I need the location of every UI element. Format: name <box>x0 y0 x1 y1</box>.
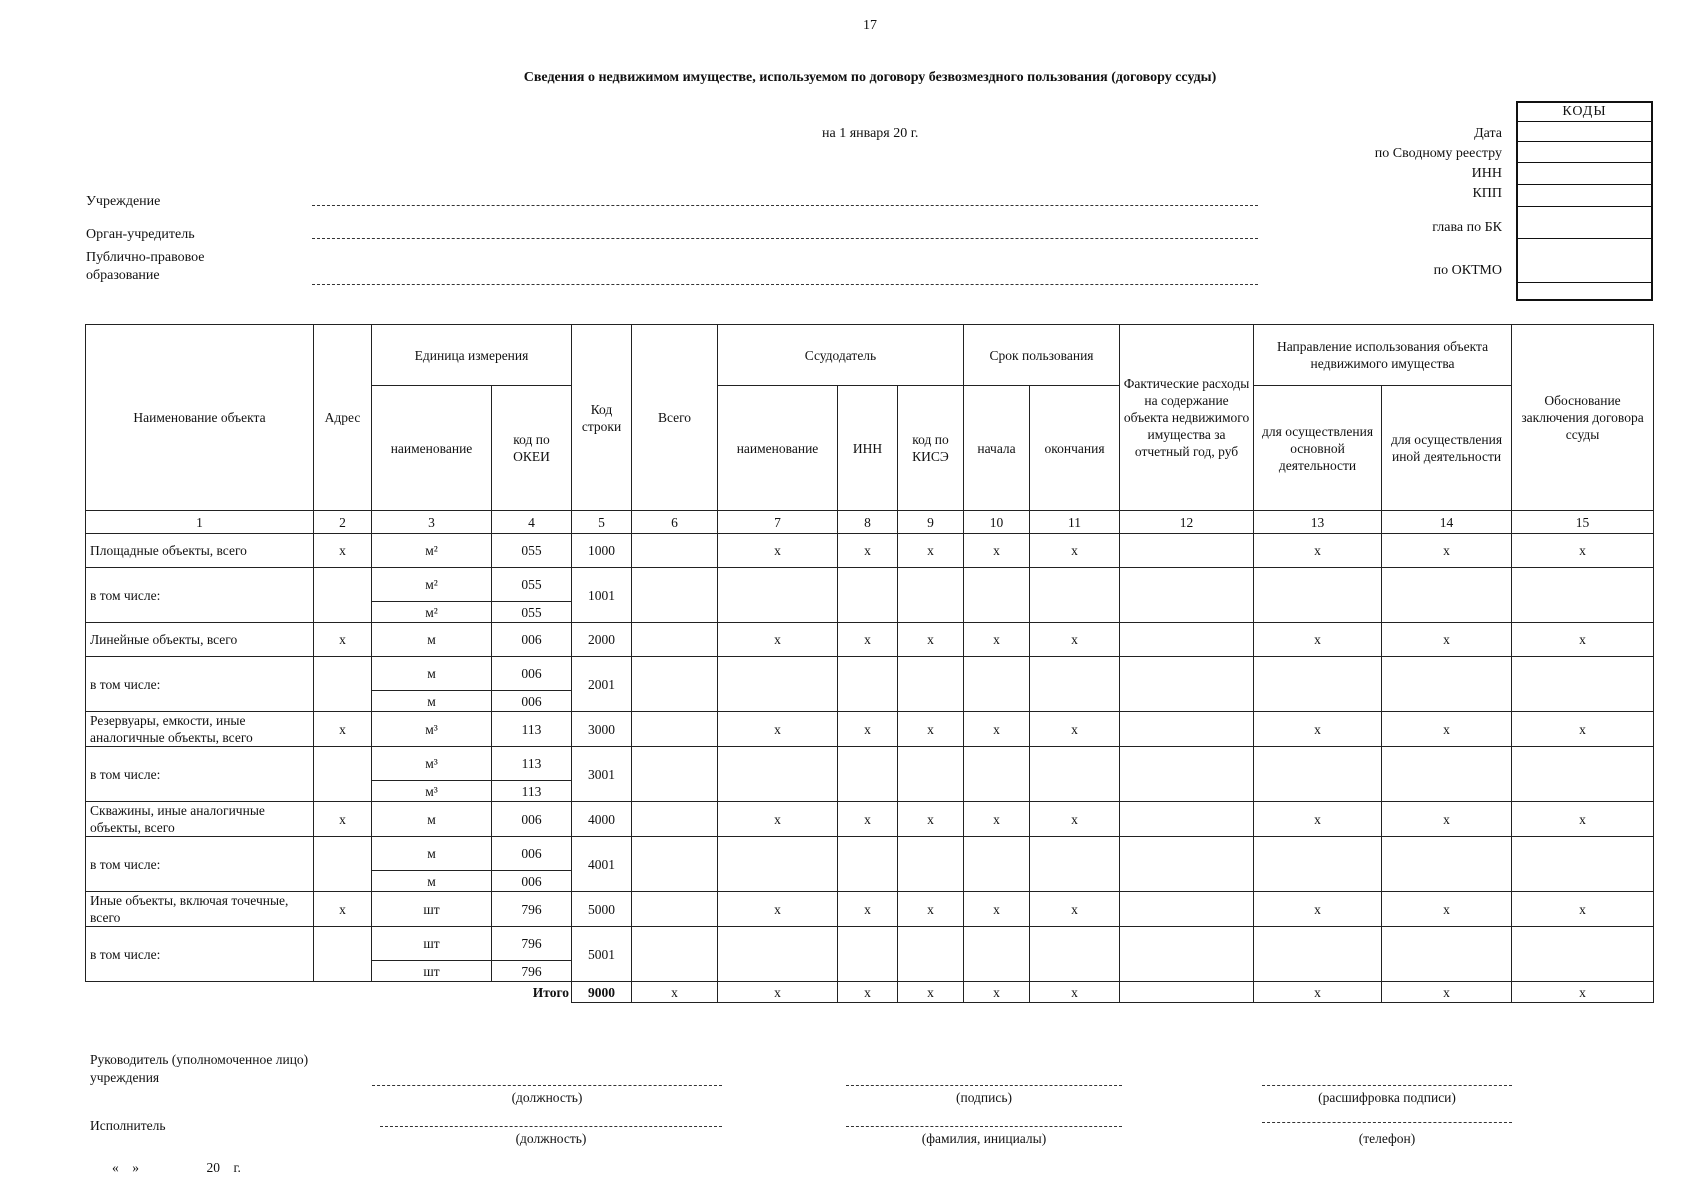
x-mark: x <box>1254 802 1382 837</box>
x-mark: x <box>1382 623 1512 657</box>
header-address: Адрес <box>314 325 372 511</box>
caption-signature: (подпись) <box>955 1090 1013 1105</box>
x-mark: x <box>1382 802 1512 837</box>
address-cell[interactable] <box>314 837 372 892</box>
unit-cell: шт <box>372 927 492 961</box>
x-mark: x <box>898 802 964 837</box>
x-mark: x <box>1030 802 1120 837</box>
caption-phone: (телефон) <box>1358 1131 1416 1146</box>
label-bk: глава по БК <box>1432 220 1502 235</box>
caption-position: (должность) <box>511 1090 583 1105</box>
unit-cell: м <box>372 802 492 837</box>
data-cell[interactable] <box>1030 927 1120 982</box>
address-cell: x <box>314 712 372 747</box>
address-cell: x <box>314 892 372 927</box>
x-mark: x <box>632 982 718 1003</box>
column-number: 13 <box>1254 511 1382 534</box>
column-number: 5 <box>572 511 632 534</box>
data-cell[interactable] <box>632 568 718 623</box>
unit-cell: м <box>372 691 492 712</box>
header-line-code: Код строки <box>572 325 632 511</box>
data-cell[interactable] <box>1512 837 1654 892</box>
x-mark: x <box>838 534 898 568</box>
table-row <box>86 927 1654 961</box>
label-date: Дата <box>1474 126 1502 141</box>
data-cell[interactable] <box>1512 927 1654 982</box>
header-direction-main: для осуществления основной деятельности <box>1254 386 1382 511</box>
table-row <box>86 657 1654 691</box>
x-mark: x <box>718 623 838 657</box>
column-number: 9 <box>898 511 964 534</box>
x-mark: x <box>838 982 898 1003</box>
data-cell[interactable] <box>632 657 718 712</box>
address-cell: x <box>314 623 372 657</box>
x-mark: x <box>898 892 964 927</box>
data-cell[interactable] <box>1382 568 1512 623</box>
sub-label: в том числе: <box>86 747 314 802</box>
data-cell[interactable] <box>1120 657 1254 712</box>
okei-cell: 113 <box>492 712 572 747</box>
x-mark: x <box>1030 982 1120 1003</box>
table-row <box>86 837 1654 871</box>
data-cell[interactable] <box>898 837 964 892</box>
address-cell: x <box>314 534 372 568</box>
column-numbers-row <box>86 511 1654 534</box>
okei-cell: 055 <box>492 602 572 623</box>
costs-cell[interactable] <box>1120 623 1254 657</box>
data-cell[interactable] <box>964 927 1030 982</box>
x-mark: x <box>1030 892 1120 927</box>
x-mark: x <box>898 534 964 568</box>
x-mark: x <box>1512 623 1654 657</box>
address-cell[interactable] <box>314 657 372 712</box>
x-mark: x <box>1512 982 1654 1003</box>
data-cell[interactable] <box>1512 657 1654 712</box>
institution-field[interactable] <box>312 205 1258 206</box>
unit-cell: м³ <box>372 747 492 781</box>
okei-cell: 113 <box>492 747 572 781</box>
x-mark: x <box>964 892 1030 927</box>
unit-cell: м <box>372 837 492 871</box>
total-label: Итого <box>86 982 572 1003</box>
x-mark: x <box>838 892 898 927</box>
page-number: 17 <box>863 18 877 33</box>
data-cell[interactable] <box>1120 568 1254 623</box>
okei-cell: 113 <box>492 781 572 802</box>
label-inn: ИНН <box>1471 166 1502 181</box>
data-cell[interactable] <box>898 568 964 623</box>
header-lender-inn: ИНН <box>838 386 898 511</box>
sub-label: в том числе: <box>86 927 314 982</box>
object-name: Иные объекты, включая точечные, всего <box>86 892 314 927</box>
label-public-entity: Публично-правовое образование <box>86 250 205 283</box>
label-oktmo: по ОКТМО <box>1433 263 1502 278</box>
data-cell[interactable] <box>718 568 838 623</box>
data-cell[interactable] <box>1120 927 1254 982</box>
data-cell[interactable] <box>838 657 898 712</box>
unit-cell: м² <box>372 568 492 602</box>
header-total: Всего <box>632 325 718 511</box>
address-cell[interactable] <box>314 568 372 623</box>
line-code-cell: 5001 <box>572 927 632 982</box>
signature-date: « » 20 г. <box>112 1160 241 1175</box>
x-mark: x <box>838 623 898 657</box>
table-row <box>86 534 1654 568</box>
data-cell[interactable] <box>1512 568 1654 623</box>
head-decoding-field[interactable] <box>1262 1085 1512 1086</box>
column-number: 14 <box>1382 511 1512 534</box>
unit-cell: м² <box>372 602 492 623</box>
data-cell[interactable] <box>1254 568 1382 623</box>
data-cell[interactable] <box>1382 657 1512 712</box>
data-cell[interactable] <box>632 837 718 892</box>
total-costs-cell[interactable] <box>1120 982 1254 1003</box>
x-mark: x <box>898 982 964 1003</box>
data-cell[interactable] <box>1030 568 1120 623</box>
column-number: 6 <box>632 511 718 534</box>
address-cell[interactable] <box>314 747 372 802</box>
header-actual-costs: Фактические расходы на содержание объекта недвижимого имущества за отчетный год, руб <box>1120 325 1254 511</box>
caption-position-2: (должность) <box>515 1131 587 1146</box>
object-name: Линейные объекты, всего <box>86 623 314 657</box>
head-label: Руководитель (уполномоченное лицо) учреждения <box>90 1052 309 1085</box>
object-name: Площадные объекты, всего <box>86 534 314 568</box>
table-row <box>86 623 1654 657</box>
x-mark: x <box>964 712 1030 747</box>
x-mark: x <box>718 712 838 747</box>
x-mark: x <box>964 623 1030 657</box>
x-mark: x <box>1512 892 1654 927</box>
x-mark: x <box>1254 712 1382 747</box>
header-unit-name: наименование <box>372 386 492 511</box>
data-cell[interactable] <box>1254 747 1382 802</box>
data-cell[interactable] <box>838 568 898 623</box>
unit-cell: м³ <box>372 712 492 747</box>
unit-cell: м <box>372 871 492 892</box>
data-cell[interactable] <box>964 657 1030 712</box>
data-cell[interactable] <box>632 927 718 982</box>
x-mark: x <box>1254 534 1382 568</box>
codes-box <box>1516 101 1653 301</box>
total-row <box>86 982 1654 1003</box>
column-number: 2 <box>314 511 372 534</box>
okei-cell: 796 <box>492 892 572 927</box>
header-term-end: окончания <box>1030 386 1120 511</box>
x-mark: x <box>1382 892 1512 927</box>
data-cell[interactable] <box>838 747 898 802</box>
executor-label: Исполнитель <box>90 1118 166 1133</box>
x-mark: x <box>1512 712 1654 747</box>
x-mark: x <box>718 534 838 568</box>
column-number: 4 <box>492 511 572 534</box>
column-number: 7 <box>718 511 838 534</box>
line-code-cell: 1001 <box>572 568 632 623</box>
x-mark: x <box>964 802 1030 837</box>
line-code-cell: 4001 <box>572 837 632 892</box>
header-direction-other: для осуществления иной деятельности <box>1382 386 1512 511</box>
data-cell[interactable] <box>1120 747 1254 802</box>
sub-label: в том числе: <box>86 837 314 892</box>
page-title: Сведения о недвижимом имуществе, используемом по договору безвозмездного пользования (договору ссуды) <box>523 70 1217 85</box>
head-signature-field[interactable] <box>846 1085 1122 1086</box>
line-code-cell: 3000 <box>572 712 632 747</box>
unit-cell: м² <box>372 534 492 568</box>
data-cell[interactable] <box>1254 927 1382 982</box>
costs-cell[interactable] <box>1120 712 1254 747</box>
data-cell[interactable] <box>964 568 1030 623</box>
line-code-cell: 4000 <box>572 802 632 837</box>
data-cell[interactable] <box>1382 927 1512 982</box>
column-number: 3 <box>372 511 492 534</box>
x-mark: x <box>1512 802 1654 837</box>
data-cell[interactable] <box>1382 837 1512 892</box>
report-date: на 1 января 20 г. <box>822 126 919 141</box>
column-number: 1 <box>86 511 314 534</box>
x-mark: x <box>1030 534 1120 568</box>
public-entity-field[interactable] <box>312 284 1258 285</box>
data-cell[interactable] <box>838 927 898 982</box>
x-mark: x <box>964 982 1030 1003</box>
unit-cell: м <box>372 623 492 657</box>
line-code-cell: 2001 <box>572 657 632 712</box>
header-unit-code: код по ОКЕИ <box>492 386 572 511</box>
header-lender-kise: код по КИСЭ <box>898 386 964 511</box>
x-mark: x <box>1254 892 1382 927</box>
table-row <box>86 568 1654 602</box>
table-row <box>86 712 1654 747</box>
object-name: Резервуары, емкости, иные аналогичные объекты, всего <box>86 712 314 747</box>
data-cell[interactable] <box>1254 657 1382 712</box>
label-institution: Учреждение <box>86 194 161 209</box>
costs-cell[interactable] <box>1120 892 1254 927</box>
header-unit: Единица измерения <box>372 325 572 386</box>
codes-header: КОДЫ <box>1516 101 1653 122</box>
data-cell[interactable] <box>1030 747 1120 802</box>
x-mark: x <box>1512 534 1654 568</box>
total-cell[interactable] <box>632 534 718 568</box>
address-cell[interactable] <box>314 927 372 982</box>
header-lender-name: наименование <box>718 386 838 511</box>
data-cell[interactable] <box>964 837 1030 892</box>
okei-cell: 055 <box>492 568 572 602</box>
unit-cell: м³ <box>372 781 492 802</box>
data-cell[interactable] <box>718 747 838 802</box>
x-mark: x <box>718 982 838 1003</box>
object-name: Скважины, иные аналогичные объекты, всего <box>86 802 314 837</box>
line-code-cell: 3001 <box>572 747 632 802</box>
property-table <box>85 324 1654 1003</box>
header-direction: Направление использования объекта недвижимого имущества <box>1254 325 1512 386</box>
costs-cell[interactable] <box>1120 802 1254 837</box>
unit-cell: шт <box>372 892 492 927</box>
data-cell[interactable] <box>1254 837 1382 892</box>
column-number: 15 <box>1512 511 1654 534</box>
x-mark: x <box>1254 982 1382 1003</box>
total-cell[interactable] <box>632 712 718 747</box>
okei-cell: 055 <box>492 534 572 568</box>
label-registry: по Сводному реестру <box>1374 146 1502 161</box>
executor-phone-field[interactable] <box>1262 1122 1512 1123</box>
data-cell[interactable] <box>718 657 838 712</box>
data-cell[interactable] <box>1030 837 1120 892</box>
okei-cell: 006 <box>492 837 572 871</box>
column-number: 11 <box>1030 511 1120 534</box>
header-lender: Ссудодатель <box>718 325 964 386</box>
total-cell[interactable] <box>632 892 718 927</box>
data-cell[interactable] <box>964 747 1030 802</box>
label-kpp: КПП <box>1472 186 1502 201</box>
sub-label: в том числе: <box>86 657 314 712</box>
table-row <box>86 802 1654 837</box>
line-code-cell: 1000 <box>572 534 632 568</box>
x-mark: x <box>1254 623 1382 657</box>
okei-cell: 006 <box>492 623 572 657</box>
caption-decoding: (расшифровка подписи) <box>1318 1090 1456 1105</box>
x-mark: x <box>898 712 964 747</box>
x-mark: x <box>1382 982 1512 1003</box>
x-mark: x <box>838 802 898 837</box>
okei-cell: 006 <box>492 871 572 892</box>
unit-cell: шт <box>372 961 492 982</box>
line-code-cell: 5000 <box>572 892 632 927</box>
okei-cell: 006 <box>492 691 572 712</box>
address-cell: x <box>314 802 372 837</box>
data-cell[interactable] <box>718 927 838 982</box>
header-term: Срок пользования <box>964 325 1120 386</box>
table-row <box>86 747 1654 781</box>
costs-cell[interactable] <box>1120 534 1254 568</box>
x-mark: x <box>1030 623 1120 657</box>
header-name: Наименование объекта <box>86 325 314 511</box>
column-number: 8 <box>838 511 898 534</box>
total-code: 9000 <box>572 982 632 1003</box>
caption-fio: (фамилия, инициалы) <box>921 1131 1047 1146</box>
data-cell[interactable] <box>1120 837 1254 892</box>
sub-label: в том числе: <box>86 568 314 623</box>
total-cell[interactable] <box>632 802 718 837</box>
data-cell[interactable] <box>1512 747 1654 802</box>
table-row <box>86 892 1654 927</box>
data-cell[interactable] <box>1030 657 1120 712</box>
x-mark: x <box>1382 534 1512 568</box>
column-number: 12 <box>1120 511 1254 534</box>
label-founder: Орган-учредитель <box>86 227 195 242</box>
okei-cell: 796 <box>492 927 572 961</box>
okei-cell: 006 <box>492 802 572 837</box>
unit-cell: м <box>372 657 492 691</box>
founder-field[interactable] <box>312 238 1258 239</box>
data-cell[interactable] <box>632 747 718 802</box>
x-mark: x <box>1030 712 1120 747</box>
okei-cell: 796 <box>492 961 572 982</box>
data-cell[interactable] <box>898 657 964 712</box>
header-term-start: начала <box>964 386 1030 511</box>
executor-position-field[interactable] <box>380 1126 722 1127</box>
x-mark: x <box>718 802 838 837</box>
data-cell[interactable] <box>718 837 838 892</box>
header-justification: Обоснование заключения договора ссуды <box>1512 325 1654 511</box>
head-position-field[interactable] <box>372 1085 722 1086</box>
x-mark: x <box>898 623 964 657</box>
line-code-cell: 2000 <box>572 623 632 657</box>
column-number: 10 <box>964 511 1030 534</box>
data-cell[interactable] <box>898 747 964 802</box>
data-cell[interactable] <box>1382 747 1512 802</box>
x-mark: x <box>838 712 898 747</box>
x-mark: x <box>964 534 1030 568</box>
okei-cell: 006 <box>492 657 572 691</box>
data-cell[interactable] <box>838 837 898 892</box>
executor-fio-field[interactable] <box>846 1126 1122 1127</box>
total-cell[interactable] <box>632 623 718 657</box>
x-mark: x <box>1382 712 1512 747</box>
x-mark: x <box>718 892 838 927</box>
data-cell[interactable] <box>898 927 964 982</box>
